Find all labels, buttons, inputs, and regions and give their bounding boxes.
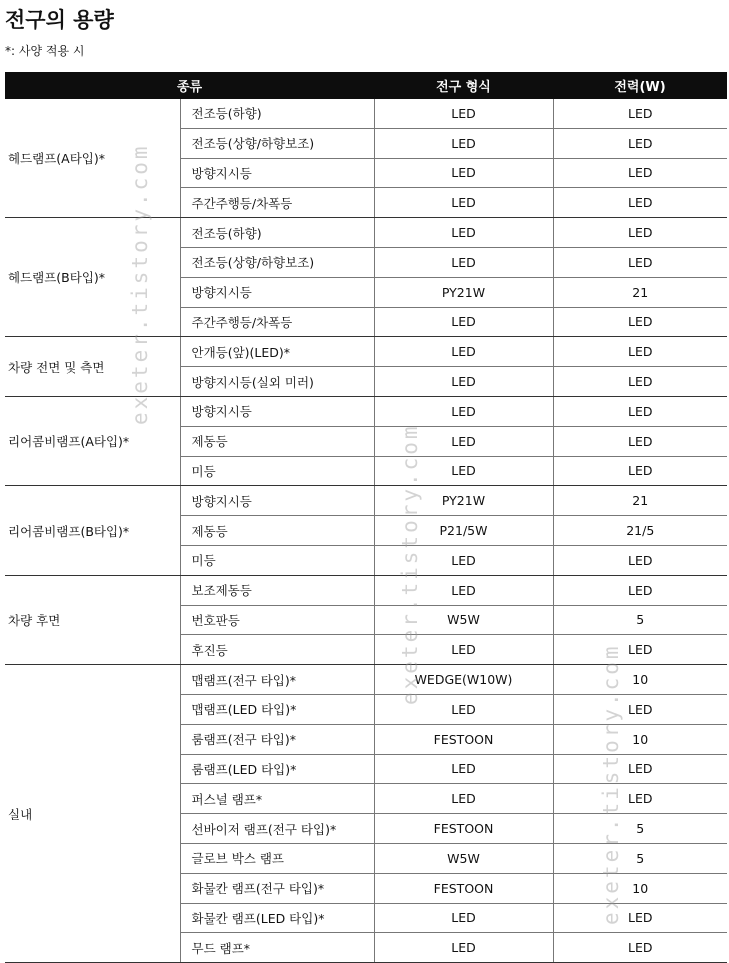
power-value: 21/5 xyxy=(553,516,727,546)
bulb-type: PY21W xyxy=(374,486,553,516)
bulb-type: LED xyxy=(374,367,553,397)
bulb-type: FESTOON xyxy=(374,873,553,903)
bulb-type: LED xyxy=(374,694,553,724)
power-value: 10 xyxy=(553,724,727,754)
item-name: 방향지시등(실외 미러) xyxy=(180,367,374,397)
item-name: 제동등 xyxy=(180,426,374,456)
bulb-type: LED xyxy=(374,337,553,367)
power-value: LED xyxy=(553,218,727,248)
table-row xyxy=(5,218,727,248)
table-row xyxy=(5,575,727,605)
power-value: 21 xyxy=(553,486,727,516)
bulb-type: LED xyxy=(374,426,553,456)
watermark: exeter.tistory.com xyxy=(599,643,623,925)
power-value: LED xyxy=(553,784,727,814)
power-value: LED xyxy=(553,247,727,277)
power-value: LED xyxy=(553,903,727,933)
table-row xyxy=(5,396,727,426)
watermark: exeter.tistory.com xyxy=(128,143,152,425)
item-name: 전조등(상향/하향보조) xyxy=(180,128,374,158)
item-name: 맵램프(LED 타입)* xyxy=(180,694,374,724)
power-value: LED xyxy=(553,575,727,605)
table-row xyxy=(5,99,727,128)
bulb-type: LED xyxy=(374,754,553,784)
bulb-type: LED xyxy=(374,456,553,486)
group-label: 리어콤비램프(A타입)* xyxy=(5,396,180,485)
item-name: 제동등 xyxy=(180,516,374,546)
item-name: 방향지시등 xyxy=(180,158,374,188)
item-name: 무드 램프* xyxy=(180,933,374,963)
bulb-type: W5W xyxy=(374,605,553,635)
item-name: 미등 xyxy=(180,456,374,486)
item-name: 전조등(하향) xyxy=(180,218,374,248)
power-value: LED xyxy=(553,367,727,397)
bulb-type: LED xyxy=(374,307,553,337)
power-value: LED xyxy=(553,635,727,665)
bulb-type: LED xyxy=(374,575,553,605)
item-name: 번호판등 xyxy=(180,605,374,635)
item-name: 화물칸 램프(전구 타입)* xyxy=(180,873,374,903)
table-row xyxy=(5,486,727,516)
header-power: 전력(W) xyxy=(553,72,727,99)
power-value: LED xyxy=(553,456,727,486)
header-type: 종류 xyxy=(5,72,374,99)
bulb-type: W5W xyxy=(374,843,553,873)
group-label: 실내 xyxy=(5,665,180,963)
power-value: 10 xyxy=(553,873,727,903)
item-name: 룸램프(전구 타입)* xyxy=(180,724,374,754)
power-value: 21 xyxy=(553,277,727,307)
bulb-type: WEDGE(W10W) xyxy=(374,665,553,695)
power-value: LED xyxy=(553,188,727,218)
bulb-type: LED xyxy=(374,545,553,575)
spec-note: *: 사양 적용 시 xyxy=(5,44,85,58)
bulb-type: P21/5W xyxy=(374,516,553,546)
group-label: 헤드램프(A타입)* xyxy=(5,99,180,218)
header-bulb: 전구 형식 xyxy=(374,72,553,99)
power-value: 5 xyxy=(553,814,727,844)
bulb-type: LED xyxy=(374,99,553,128)
power-value: LED xyxy=(553,158,727,188)
power-value: 5 xyxy=(553,843,727,873)
power-value: LED xyxy=(553,396,727,426)
item-name: 전조등(상향/하향보조) xyxy=(180,247,374,277)
bulb-type: LED xyxy=(374,218,553,248)
group-label: 리어콤비램프(B타입)* xyxy=(5,486,180,575)
bulb-type: LED xyxy=(374,158,553,188)
power-value: LED xyxy=(553,754,727,784)
bulb-type: FESTOON xyxy=(374,724,553,754)
bulb-type: LED xyxy=(374,903,553,933)
bulb-type: LED xyxy=(374,396,553,426)
item-name: 방향지시등 xyxy=(180,486,374,516)
item-name: 미등 xyxy=(180,545,374,575)
table-row xyxy=(5,337,727,367)
item-name: 보조제동등 xyxy=(180,575,374,605)
item-name: 선바이저 램프(전구 타입)* xyxy=(180,814,374,844)
item-name: 방향지시등 xyxy=(180,277,374,307)
power-value: LED xyxy=(553,694,727,724)
item-name: 주간주행등/차폭등 xyxy=(180,307,374,337)
bulb-type: LED xyxy=(374,188,553,218)
page-title: 전구의 용량 xyxy=(5,8,114,32)
bulb-type: FESTOON xyxy=(374,814,553,844)
item-name: 화물칸 램프(LED 타입)* xyxy=(180,903,374,933)
item-name: 주간주행등/차폭등 xyxy=(180,188,374,218)
power-value: LED xyxy=(553,337,727,367)
item-name: 방향지시등 xyxy=(180,396,374,426)
bulb-type: LED xyxy=(374,784,553,814)
bulb-type: LED xyxy=(374,933,553,963)
item-name: 퍼스널 램프* xyxy=(180,784,374,814)
watermark: exeter.tistory.com xyxy=(398,423,422,705)
power-value: 10 xyxy=(553,665,727,695)
item-name: 안개등(앞)(LED)* xyxy=(180,337,374,367)
item-name: 후진등 xyxy=(180,635,374,665)
bulb-type: LED xyxy=(374,247,553,277)
group-label: 차량 전면 및 측면 xyxy=(5,337,180,397)
bulb-type: PY21W xyxy=(374,277,553,307)
table-header-row xyxy=(5,72,727,99)
item-name: 글로브 박스 램프 xyxy=(180,843,374,873)
group-label: 헤드램프(B타입)* xyxy=(5,218,180,337)
power-value: LED xyxy=(553,545,727,575)
power-value: 5 xyxy=(553,605,727,635)
bulb-type: LED xyxy=(374,128,553,158)
power-value: LED xyxy=(553,99,727,128)
bulb-type: LED xyxy=(374,635,553,665)
power-value: LED xyxy=(553,933,727,963)
item-name: 룸램프(LED 타입)* xyxy=(180,754,374,784)
item-name: 맵램프(전구 타입)* xyxy=(180,665,374,695)
power-value: LED xyxy=(553,426,727,456)
item-name: 전조등(하향) xyxy=(180,99,374,128)
group-label: 차량 후면 xyxy=(5,575,180,664)
power-value: LED xyxy=(553,128,727,158)
power-value: LED xyxy=(553,307,727,337)
